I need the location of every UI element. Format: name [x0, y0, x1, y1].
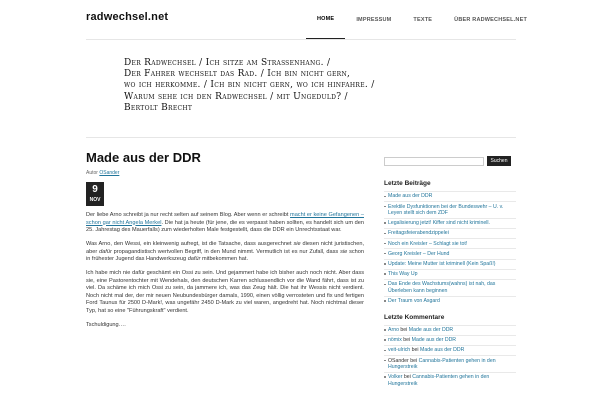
text-segment: Was Arno, den Wessi, ein kleinwenig aufregt, ist die Tatsache, dass ausgerechnet: [86, 241, 294, 247]
search-input[interactable]: [384, 157, 484, 166]
banner-divider: [86, 137, 516, 138]
text-segment: Der liebe Arno schreibt ja nur recht selten auf seinem Blog. Aber wenn er schreibt: [86, 212, 291, 218]
banner-author: Bertolt Brecht: [124, 102, 193, 113]
search-form: [384, 156, 516, 166]
list-item: [384, 259, 516, 269]
date-day: 9: [92, 184, 98, 195]
recent-post-link[interactable]: This Way Up: [388, 271, 418, 278]
nav-item-texte[interactable]: TEXTE: [413, 17, 433, 23]
post-paragraph: Tschuldigung….: [86, 321, 126, 328]
comment-separator: bei: [402, 374, 413, 381]
list-item: [384, 218, 516, 228]
banner-line: wo ich herkomme. / Ich bin nicht gern, wo ich hinfahre. /: [124, 80, 375, 91]
recent-post-link[interactable]: Georg Kreisler – Der Hund: [388, 250, 450, 257]
list-item: [384, 325, 516, 335]
recent-post-link[interactable]: Update: Meine Mutter ist kriminell (Kein Spaß!): [388, 260, 496, 267]
post-title[interactable]: Made aus der DDR: [86, 150, 201, 165]
emphasis: sie: [293, 241, 301, 247]
recent-posts-title: Letzte Beiträge: [384, 180, 431, 187]
comment-author-link[interactable]: nömix: [388, 337, 402, 344]
main-navigation: [306, 0, 538, 40]
list-item: [384, 191, 516, 201]
site-title-link[interactable]: radwechsel.net: [86, 11, 169, 23]
recent-comments-widget: [384, 314, 516, 389]
recent-posts-widget: [384, 180, 516, 306]
author-link[interactable]: OSander: [99, 170, 120, 176]
list-item: [384, 296, 516, 306]
arno-post-link[interactable]: macht er keine Gefangenen – schon gar nicht Angela Merkel: [86, 212, 364, 226]
list-item: [384, 228, 516, 238]
recent-comments-title: Letzte Kommentare: [384, 313, 445, 321]
comment-author-link[interactable]: Volker: [388, 374, 403, 381]
list-item: [384, 372, 516, 389]
comment-author-link[interactable]: veit-ulrich: [388, 347, 411, 354]
emphasis: dafür: [187, 256, 201, 262]
text-segment: schon in frühester Jugend das Handwerkszeug: [86, 248, 365, 262]
recent-post-link[interactable]: Der Traum von Asgard: [388, 297, 440, 304]
post-body: [86, 212, 364, 329]
post-paragraph: [86, 241, 364, 264]
emphasis: sie: [340, 248, 348, 255]
comment-post-link[interactable]: Cannabis-Patienten gehen in den Hungerstreik: [388, 374, 490, 387]
emphasis: dafür: [99, 248, 112, 255]
list-item: [384, 345, 516, 355]
header-banner[interactable]: [86, 40, 516, 135]
comment-post-link[interactable]: Made aus der DDR: [411, 337, 457, 344]
post-paragraph: Ich habe mich nie dafür geschämt ein Ossi zu sein. Und gejammert habe ich bisher auch noch nicht. Aber dass sie, eine Pastorentochter mit Wendehals, den deutschen Karren schlussendlich vor die Wand fährt, dass ist zu viel. Da schäme ich mich Ossi zu sein, da jammere ich, was das Zeug hält. Die hat ihr Wessis nicht verdient. Noch nicht mal der, der mir neuen Neubundesbürger damals, 1990, einen völlig verrosteten und fix und fertigen Ford Taunus für 2500 D-Mark!, was ungefähr 2450 D-Mark zu viel waren, angedreht hat. Noch nichtmal dieser Typ, hat so eine "Führungskraft" verdient.: [86, 270, 364, 314]
nav-item-ueber[interactable]: ÜBER RADWECHSEL.NET: [454, 17, 528, 23]
site-header: [0, 0, 600, 40]
banner-line: Der Radwechsel / Ich sitze am Straßenhang. /: [124, 58, 331, 68]
recent-post-link[interactable]: Noch ein Kreisler – Schlagt sie tot!: [388, 240, 468, 247]
date-month: NOV: [89, 197, 101, 203]
text-segment: propagandistisch wertvollen Begriff, in den Mund nimmt. Vermutlich ist es nur Zufall, dass: [111, 248, 341, 255]
comment-separator: bei: [408, 357, 419, 364]
comment-separator: bei: [410, 347, 421, 354]
author-label: Autor: [86, 170, 98, 176]
list-item: [384, 355, 516, 372]
post-meta: [86, 170, 364, 176]
nav-item-home[interactable]: HOME: [306, 0, 345, 40]
recent-post-link[interactable]: Freitagsfeierabendzippelei: [388, 230, 449, 237]
recent-post-link[interactable]: Made aus der DDR: [388, 193, 433, 200]
nav-item-impressum[interactable]: IMPRESSUM: [356, 17, 392, 23]
list-item: [384, 238, 516, 248]
banner-line: Warum sehe ich den Radwechsel / mit Ungeduld? /: [124, 91, 348, 102]
comment-separator: bei: [401, 337, 412, 344]
search-button[interactable]: Suchen: [487, 156, 511, 166]
comment-post-link[interactable]: Made aus der DDR: [420, 347, 465, 354]
comment-post-link[interactable]: Made aus der DDR: [408, 327, 454, 334]
list-item: [384, 279, 516, 296]
list-item: [384, 201, 516, 218]
recent-post-link[interactable]: Das Ende des Wachstums(wahns) ist nah, das Überleben kann beginnen: [388, 281, 496, 294]
comment-author-link[interactable]: Arno: [388, 327, 399, 334]
text-segment: . Die hat ja heute (für jene, die es verpasst haben sollten, es handelt sich um den 25. Jahrestag des Mauerfalls) zum wiederholten Male festgestellt, dass die DDR ein Unrechtsstaat war.: [86, 219, 364, 233]
post-article: [86, 150, 364, 336]
list-item: [384, 248, 516, 258]
comment-post-link[interactable]: Cannabis-Patienten gehen in den Hungerstreik: [388, 357, 496, 371]
text-segment: mitbekommen hat.: [200, 256, 249, 262]
text-segment: diesen nicht juristischen, aber: [86, 241, 364, 255]
recent-post-link[interactable]: Legalisierung jetzt! Kiffer sind nicht kriminell.: [388, 220, 490, 227]
post-paragraph: [86, 212, 364, 235]
list-item: [384, 335, 516, 345]
date-badge: [86, 182, 104, 206]
list-item: [384, 269, 516, 279]
comment-separator: bei: [398, 327, 409, 334]
recent-post-link[interactable]: Erektile Dysfunktionen bei der Bundeswehr – U. v. Leyen stellt sich dem ZDF: [388, 203, 504, 216]
recent-comments-list: [384, 325, 516, 389]
banner-line: Der Fahrer wechselt das Rad. / Ich bin nicht gern,: [124, 69, 351, 80]
comment-author: OSander: [388, 357, 409, 364]
banner-quote: [124, 58, 504, 114]
recent-posts-list: [384, 191, 516, 306]
sidebar: [384, 156, 516, 388]
